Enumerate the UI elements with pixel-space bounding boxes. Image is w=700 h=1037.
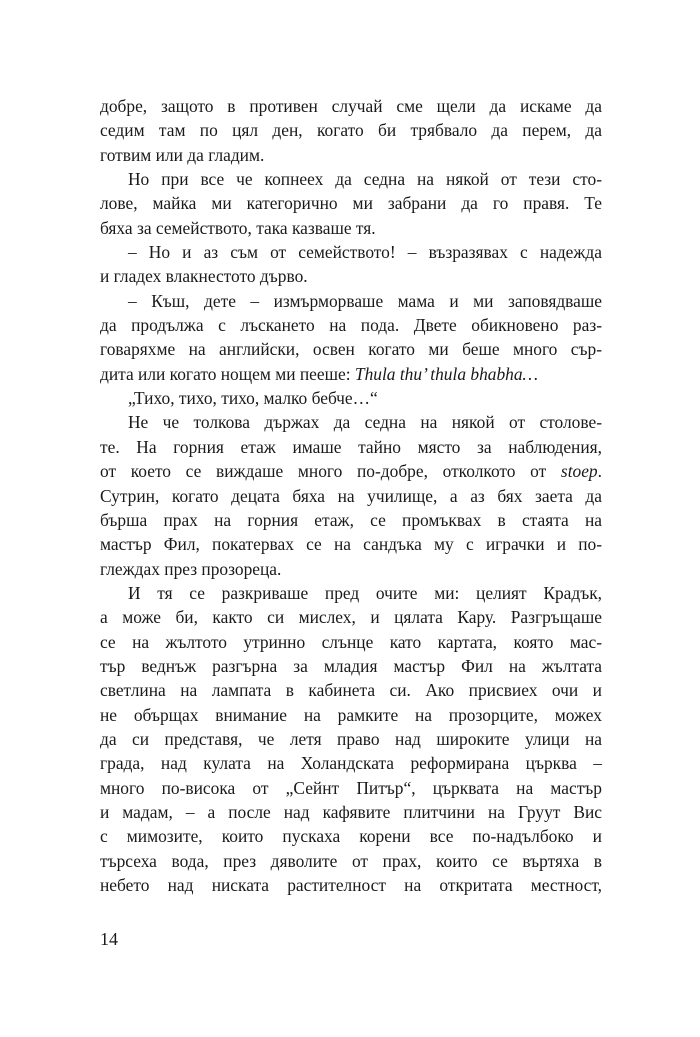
text-line	[100, 167, 602, 191]
text-line	[100, 508, 602, 532]
text-line	[100, 289, 602, 313]
text-line-content: тър веднъж разгърна за младия мастър Фил на жълтата	[100, 655, 602, 676]
text-line-content: търсеха вода, през дяволите от прах, които се въртяха в	[100, 850, 602, 871]
text-line	[100, 94, 602, 118]
text-line-content: да продължа с лъскането на пода. Двете обикновено раз-	[100, 315, 602, 336]
text-line	[100, 410, 602, 434]
text-line-content: от което се виждаше много по-добре, отколкото от	[100, 461, 561, 482]
text-line-content: да си представя, че летя право над широките улици на	[100, 728, 602, 749]
page-number: 14	[100, 929, 118, 949]
text-line	[100, 873, 602, 897]
text-line	[100, 386, 602, 410]
text-line-content: бяха за семейството, така казваше тя.	[100, 217, 376, 238]
text-line-content: се на жълтото утринно слънце като картата, която мас-	[100, 631, 602, 652]
text-line-content: говаряхме на английски, освен когато ми беше много сър-	[100, 339, 602, 360]
text-line	[100, 776, 602, 800]
text-line	[100, 143, 602, 167]
text-line-content: небето над ниската растителност на откритата местност,	[100, 875, 602, 895]
text-line-content: много по-висока от „Сейнт Питър“, църквата на мастър	[100, 777, 602, 798]
text-line	[100, 849, 602, 873]
text-line	[100, 240, 602, 264]
text-line-content: не обърщах внимание на рамките на прозорците, можех	[100, 704, 602, 725]
text-line-content: – Но и аз съм от семейството! – възразявах с надежда	[128, 242, 602, 263]
text-line	[100, 532, 602, 556]
text-line	[100, 362, 602, 386]
text-line	[100, 216, 602, 240]
text-line	[100, 630, 602, 654]
italic-phrase: stoep	[560, 461, 598, 482]
text-line	[100, 313, 602, 337]
page-body	[100, 94, 602, 897]
text-line	[100, 727, 602, 751]
text-line	[100, 459, 602, 483]
text-line-content: И тя се разкриваше пред очите ми: целият Крадък,	[128, 582, 602, 603]
text-line-content: Не че толкова държах да седна на някой от столове-	[128, 412, 602, 433]
text-line-content: светлина на лампата в кабинета си. Ако присвиех очи и	[100, 680, 602, 701]
text-line-content: града, над кулата на Холандската реформирана църква –	[100, 753, 602, 774]
text-line-content: Но при все че копнеех да седна на някой от тези сто-	[128, 169, 602, 190]
text-line-content: те. На горния етаж имаше тайно място за наблюдения,	[100, 436, 602, 457]
text-line-content: готвим или да гладим.	[100, 144, 265, 165]
text-line-content: мастър Фил, покатервах се на сандъка му с играчки и по-	[100, 534, 602, 555]
text-line-content: добре, защото в противен случай сме щели да искаме да	[100, 96, 602, 116]
text-line	[100, 751, 602, 775]
text-line	[100, 581, 602, 605]
text-line-content: Сутрин, когато децата бяха на училище, а аз бях заета да	[100, 485, 602, 506]
text-line-content: и мадам, – а после над кафявите плитчини на Груут Вис	[100, 801, 602, 822]
italic-phrase: Thula thu’ thula bhabha…	[354, 363, 539, 384]
text-line	[100, 824, 602, 848]
text-line-content: и гладех влакнестото дърво.	[100, 266, 308, 287]
text-line-content: „Тихо, тихо, тихо, малко бебче…“	[128, 388, 378, 409]
text-line	[100, 557, 602, 581]
text-line-tail: .	[597, 461, 602, 482]
text-line-content: глеждах през прозореца.	[100, 558, 282, 579]
text-line	[100, 800, 602, 824]
text-line-content: дита или когато нощем ми пееше:	[100, 363, 355, 384]
text-line-content: седим там по цял ден, когато би трябвало да перем, да	[100, 120, 602, 141]
text-line	[100, 118, 602, 142]
text-line-content: – Къш, дете – измърморваше мама и ми заповядваше	[128, 290, 602, 311]
text-line-content: лове, майка ми категорично ми забрани да го правя. Те	[100, 193, 602, 214]
text-line	[100, 337, 602, 361]
text-line-content: с мимозите, които пускаха корени все по-надълбоко и	[100, 826, 602, 847]
text-line	[100, 703, 602, 727]
text-line	[100, 264, 602, 288]
text-line	[100, 484, 602, 508]
text-line	[100, 605, 602, 629]
text-line	[100, 654, 602, 678]
text-line	[100, 191, 602, 215]
text-line	[100, 678, 602, 702]
text-line-content: а може би, както си мислех, и цялата Кару. Разгръщаше	[100, 607, 602, 628]
text-line	[100, 435, 602, 459]
text-line-content: бърша прах на горния етаж, се промъквах в стаята на	[100, 509, 602, 530]
